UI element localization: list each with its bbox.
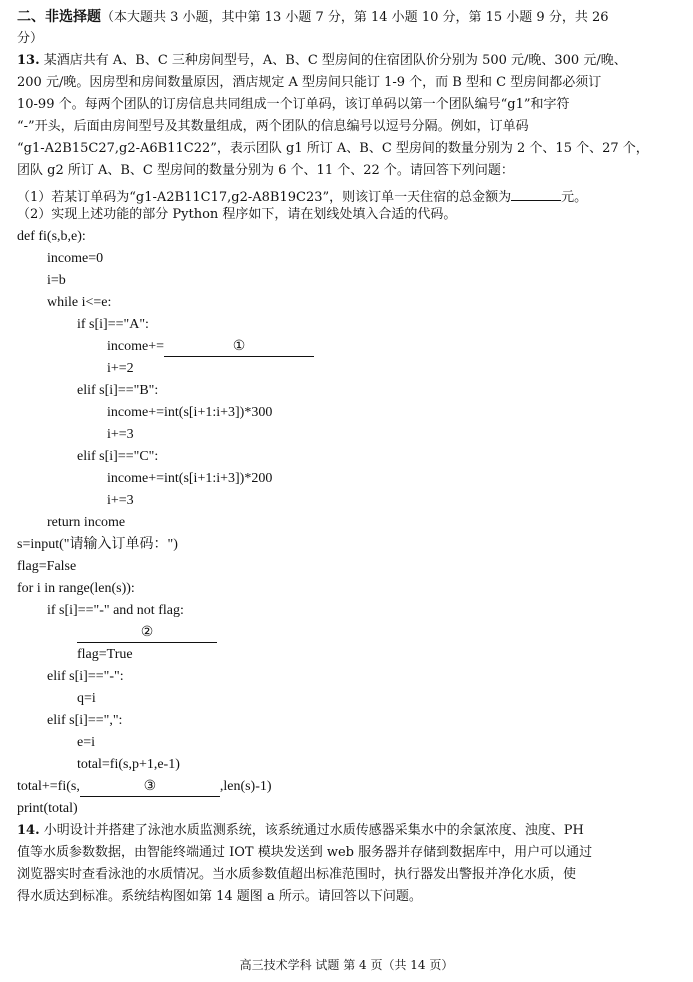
code-text: ,len(s)-1): [219, 779, 272, 794]
code-line: s=input("请输入订单码："): [17, 537, 178, 552]
q14-line-3: 浏览器实时查看泳池的水质情况。当水质参数值超出标准范围时，执行器发出警报并净化水质，使: [17, 867, 577, 882]
code-text: total+=fi(s,: [17, 779, 80, 794]
q13-number: 13.: [17, 53, 40, 68]
code-line: elif s[i]==",":: [47, 713, 123, 728]
code-line: if s[i]=="-" and not flag:: [47, 603, 184, 618]
section-note-cont: 分）: [17, 31, 44, 46]
code-line: income+=int(s[i+1:i+3])*200: [107, 471, 273, 486]
q13-sub2: （2）实现上述功能的部分 Python 程序如下，请在划线处填入合适的代码。: [17, 207, 457, 222]
q13-sub1-unit: 元。: [561, 190, 588, 205]
q13-line-5: “g1-A2B15C27,g2-A6B11C22”，表示团队 g1 所订 A、B、C 型房间的数量分别为 2 个、15 个、27 个，: [17, 141, 649, 156]
q14-line-2: 值等水质参数数据，由智能终端通过 IOT 模块发送到 web 服务器并存储到数据库中，用户可以通过: [17, 845, 593, 860]
code-line: [17, 336, 677, 358]
code-line: flag=False: [17, 559, 77, 574]
code-block: [17, 226, 677, 820]
exam-page: [17, 6, 677, 908]
q13-line-4: “-”开头，后面由房间型号及其数量组成，两个团队的信息编号以逗号分隔。例如，订单码: [17, 119, 529, 134]
q13-line-2: 200 元/晚。因房型和房间数量原因，酒店规定 A 型房间只能订 1-9 个，而 B 型和 C 型房间都必须订: [17, 75, 602, 90]
q13-line-6: 团队 g2 所订 A、B、C 型房间的数量分别为 6 个、11 个、22 个。请回答下列问题：: [17, 163, 514, 178]
answer-blank-1[interactable]: ①: [164, 338, 314, 357]
q14-line-1: [17, 820, 677, 842]
code-line: elif s[i]=="-":: [47, 669, 124, 684]
q13-sub1-text: （1）若某订单码为“g1-A2B11C17,g2-A8B19C23”，则该订单一天住宿的总金额为: [17, 190, 512, 205]
code-line: i+=3: [107, 427, 134, 442]
section-title: 二、非选择题: [17, 9, 101, 25]
code-line: income+=int(s[i+1:i+3])*300: [107, 405, 273, 420]
code-line: for i in range(len(s)):: [17, 581, 135, 596]
answer-blank-sub1[interactable]: [511, 182, 561, 201]
code-line: def fi(s,b,e):: [17, 229, 86, 244]
q14-text: 小明设计并搭建了泳池水质监测系统，该系统通过水质传感器采集水中的余氯浓度、浊度、PH: [39, 823, 584, 838]
code-line: [17, 622, 677, 644]
code-text: income+=: [107, 339, 164, 354]
answer-blank-3[interactable]: ③: [80, 778, 220, 797]
code-line: elif s[i]=="B":: [77, 383, 159, 398]
code-line: if s[i]=="A":: [77, 317, 149, 332]
q13-line-3: 10-99 个。每两个团队的订房信息共同组成一个订单码，该订单码以第一个团队编号“g1”和字符: [17, 97, 570, 112]
code-line: [17, 776, 677, 798]
code-line: i+=2: [107, 361, 134, 376]
code-line: while i<=e:: [47, 295, 112, 310]
code-line: return income: [47, 515, 126, 530]
q13-sub1: [17, 182, 677, 204]
code-line: print(total): [17, 801, 78, 816]
code-line: i+=3: [107, 493, 134, 508]
answer-blank-2[interactable]: ②: [77, 624, 217, 643]
code-line: e=i: [77, 735, 95, 750]
q13-text: 某酒店共有 A、B、C 三种房间型号，A、B、C 型房间的住宿团队价分别为 500 元/晚、300 元/晚、: [39, 53, 627, 68]
section-note: （本大题共 3 小题，其中第 13 小题 7 分，第 14 小题 10 分，第 15 小题 9 分，共 26: [101, 10, 609, 25]
q14-line-4: 得水质达到标准。系统结构图如第 14 题图 a 所示。请回答以下问题。: [17, 889, 422, 904]
code-line: elif s[i]=="C":: [77, 449, 159, 464]
code-line: i=b: [47, 273, 66, 288]
q13-line-1: [17, 50, 677, 72]
q14-number: 14.: [17, 823, 40, 838]
code-line: flag=True: [77, 647, 133, 662]
section-header: [17, 6, 677, 28]
code-line: income=0: [47, 251, 104, 266]
code-line: q=i: [77, 691, 96, 706]
page-footer: 高三技术学科 试题 第 4 页（共 14 页）: [239, 958, 454, 972]
code-line: total=fi(s,p+1,e-1): [77, 757, 180, 772]
